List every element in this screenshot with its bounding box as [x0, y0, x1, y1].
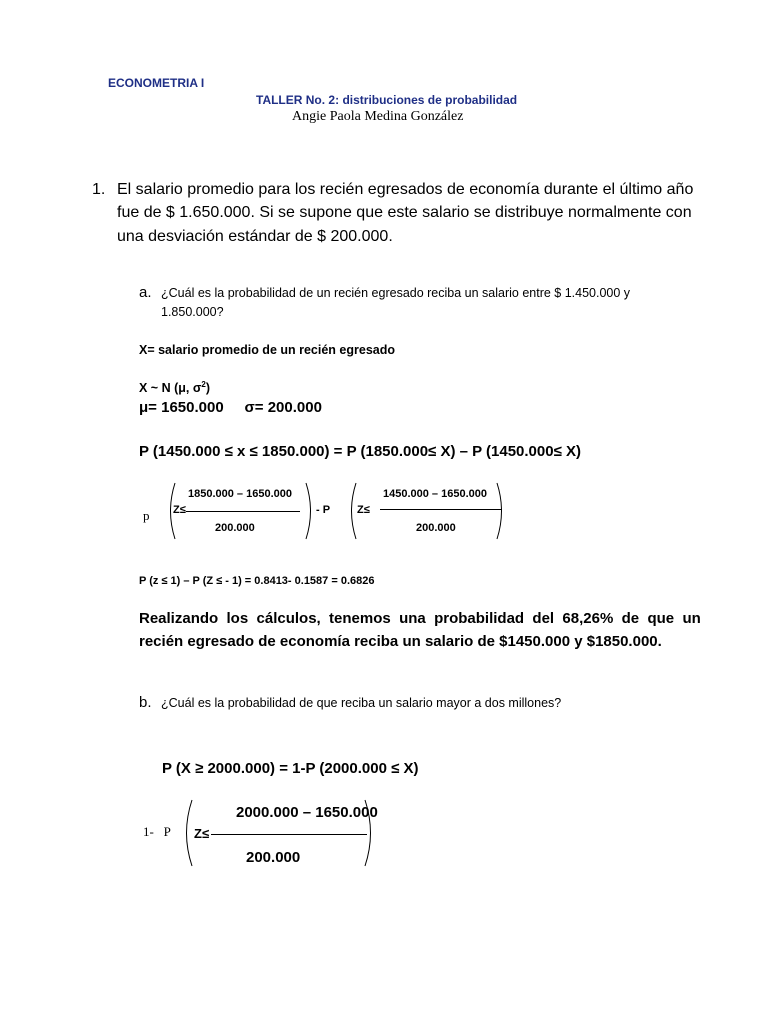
part-a-question-line-1: ¿Cuál es la probabilidad de un recién egresado reciba un salario entre $ 1.450.000 y: [161, 286, 631, 300]
fraction-2-denominator: 200.000: [416, 522, 456, 534]
fraction-2-bar: [380, 509, 502, 510]
variable-definition: X= salario promedio de un recién egresado: [139, 343, 395, 357]
question-1-line-1: El salario promedio para los recién egresados de economía durante el último año: [117, 181, 694, 198]
fraction-1-numerator: 1850.000 – 1650.000: [188, 488, 292, 500]
fraction-1-denominator: 200.000: [215, 522, 255, 534]
question-1-line-2: fue de $ 1.650.000. Si se supone que este salario se distribuye normalmente con: [117, 204, 692, 221]
calculation-result: P (z ≤ 1) – P (Z ≤ - 1) = 0.8413- 0.1587 = 0.6826: [139, 575, 375, 587]
part-a-question-line-2: 1.850.000?: [161, 305, 224, 319]
document-title: TALLER No. 2: distribuciones de probabilidad: [256, 93, 518, 107]
distribution-superscript: 2: [201, 380, 206, 389]
p-prefix: p: [143, 508, 150, 523]
author-name: Angie Paola Medina González: [292, 109, 464, 124]
probability-equation: P (1450.000 ≤ x ≤ 1850.000) = P (1850.000≤ X) – P (1450.000≤ X): [139, 443, 581, 460]
fraction-b-numerator: 2000.000 – 1650.000: [236, 804, 378, 821]
right-paren-b: [363, 799, 377, 867]
left-paren-b: [180, 799, 194, 867]
right-paren-1: [304, 482, 316, 540]
part-a-label: a.: [139, 284, 152, 301]
fraction-1-bar: [186, 511, 300, 512]
conclusion-line-2: recién egresado de economía reciba un salario de $1450.000 y $1850.000.: [139, 633, 662, 650]
minus-p: - P: [316, 504, 331, 516]
distribution-text: X ~ N (μ, σ: [139, 381, 202, 396]
question-1-line-3: una desviación estándar de $ 200.000.: [117, 228, 393, 245]
fraction-b-bar: [211, 834, 367, 835]
part-b-label: b.: [139, 694, 152, 711]
one-minus-p: 1- P: [143, 824, 171, 839]
distribution-close: ): [205, 381, 211, 396]
right-paren-2: [495, 482, 507, 540]
z-symbol-b: Z≤: [194, 826, 210, 841]
z-symbol-2: Z≤: [357, 504, 370, 516]
fraction-2-numerator: 1450.000 – 1650.000: [383, 488, 487, 500]
distribution-parameters: μ= 1650.000 σ= 200.000: [139, 399, 322, 416]
part-b-question: ¿Cuál es la probabilidad de que reciba un salario mayor a dos millones?: [161, 696, 562, 710]
part-b-probability-equation: P (X ≥ 2000.000) = 1-P (2000.000 ≤ X): [162, 760, 419, 777]
question-number: 1.: [92, 181, 106, 198]
conclusion-line-1: Realizando los cálculos, tenemos una probabilidad del 68,26% de que un: [139, 610, 701, 627]
course-title: ECONOMETRIA I: [108, 76, 205, 90]
z-symbol-1: Z≤: [173, 504, 186, 516]
fraction-b-denominator: 200.000: [246, 849, 301, 866]
distribution-notation: [139, 380, 210, 395]
